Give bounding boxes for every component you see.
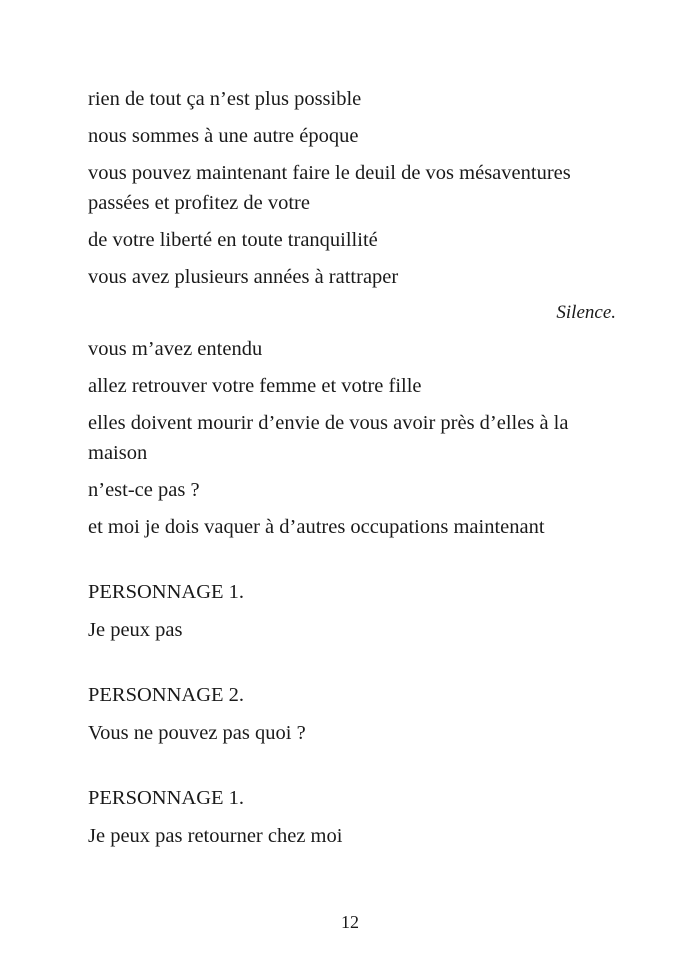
dialogue-line: n’est-ce pas ? xyxy=(88,479,200,501)
spacer xyxy=(88,549,616,577)
speaker-name: PERSONNAGE 1. xyxy=(88,787,245,809)
dialogue-line: Vous ne pouvez pas quoi ? xyxy=(88,722,306,744)
spacer xyxy=(88,652,616,680)
page-number: 12 xyxy=(341,912,359,932)
spacer xyxy=(88,755,616,783)
speaker-name: PERSONNAGE 2. xyxy=(88,684,245,706)
dialogue-line: et moi je dois vaquer à d’autres occupations maintenant xyxy=(88,516,545,538)
speaker-name: PERSONNAGE 1. xyxy=(88,581,245,603)
dialogue-line: rien de tout ça n’est plus possible xyxy=(88,88,362,110)
dialogue-line: elles doivent mourir d’envie de vous avoir près d’elles à la maison xyxy=(88,412,569,464)
dialogue-line: Je peux pas retourner chez moi xyxy=(88,825,343,847)
dialogue-line: allez retrouver votre femme et votre fille xyxy=(88,375,422,397)
dialogue-line: vous avez plusieurs années à rattraper xyxy=(88,266,399,288)
dialogue-line: nous sommes à une autre époque xyxy=(88,125,359,147)
dialogue-line: de votre liberté en toute tranquillité xyxy=(88,229,378,251)
stage-direction: Silence. xyxy=(556,302,616,323)
dialogue-line: Je peux pas xyxy=(88,619,183,641)
document-page xyxy=(88,84,616,858)
dialogue-line: vous pouvez maintenant faire le deuil de vos mésaventures passées et profitez de votre xyxy=(88,162,571,214)
dialogue-line: vous m’avez entendu xyxy=(88,338,263,360)
